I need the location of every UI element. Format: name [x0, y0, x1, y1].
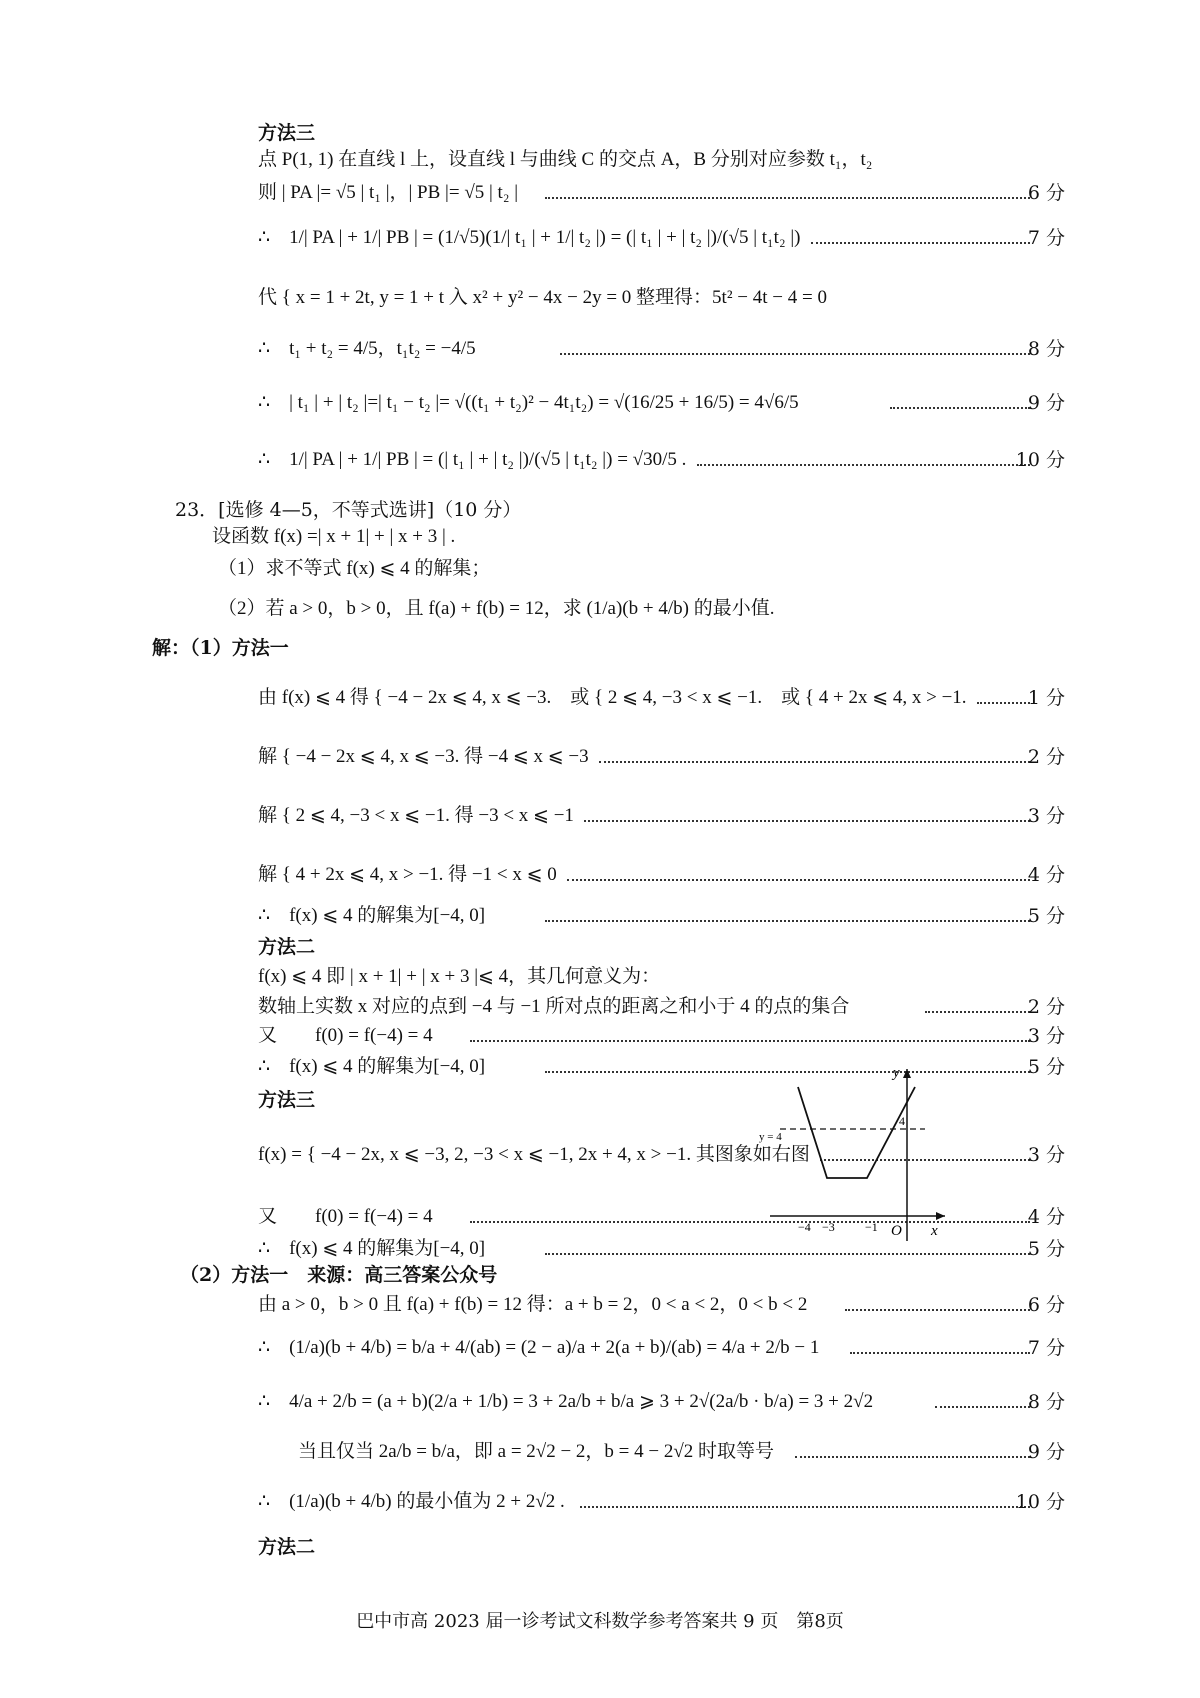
dot-leader [935, 1406, 1030, 1408]
formula-line: f(x) = { −4 − 2x, x ⩽ −3, 2, −3 < x ⩽ −1, 2x + 4, x > −1. 其图象如右图 [258, 1144, 810, 1165]
formula-line: ∴ (1/a)(b + 4/b) = b/a + 4/(ab) = (2 − a)/a + 2(a + b)/(ab) = 4/a + 2/b − 1 [258, 1337, 820, 1358]
dot-leader [697, 464, 1030, 466]
page-footer: 巴中市高 2023 届一诊考试文科数学参考答案共 9 页 第8页 [356, 1611, 844, 1632]
formula-line: ∴ (1/a)(b + 4/b) 的最小值为 2 + 2√2 . [258, 1491, 565, 1512]
score-label: 3 分 [1027, 805, 1065, 827]
score-label: 6 分 [1027, 182, 1065, 204]
formula-line: 代 { x = 1 + 2t, y = 1 + t 入 x² + y² − 4x − 2y = 0 整理得：5t² − 4t − 4 = 0 [258, 287, 827, 308]
formula-line: ∴ 4/a + 2/b = (a + b)(2/a + 1/b) = 3 + 2a/b + b/a ⩾ 3 + 2√(2a/b · b/a) = 3 + 2√2 [258, 1391, 874, 1412]
score-label: 5 分 [1027, 1056, 1065, 1078]
method-2-heading: 方法二 [258, 936, 316, 958]
score-label: 7 分 [1027, 1337, 1065, 1359]
solution-heading: 解：（1）方法一 [152, 637, 289, 659]
score-label: 2 分 [1027, 746, 1065, 768]
tick-label: −4 [798, 1220, 811, 1234]
y-axis-label: y [893, 1065, 900, 1081]
formula-line: ∴ f(x) ⩽ 4 的解集为[−4, 0] [258, 905, 486, 926]
formula-line: 由 a > 0，b > 0 且 f(a) + f(b) = 12 得：a + b = 2，0 < a < 2，0 < b < 2 [258, 1294, 808, 1315]
formula-line: 又 f(0) = f(−4) = 4 [258, 1206, 433, 1227]
score-label: 3 分 [1027, 1144, 1065, 1166]
dot-leader [845, 1309, 1030, 1311]
formula-line: ∴ 1/| PA | + 1/| PB | = (1/√5)(1/| t₁ | + 1/| t₂ |) = (| t₁ | + | t₂ |)/(√5 | t₁t₂ |) [258, 227, 801, 248]
text-line: f(x) ⩽ 4 即 | x + 1| + | x + 3 |⩽ 4，其几何意义为： [258, 966, 661, 987]
formula-line: 解 { 4 + 2x ⩽ 4, x > −1. 得 −1 < x ⩽ 0 [258, 864, 557, 885]
formula-line: 解 { 2 ⩽ 4, −3 < x ⩽ −1. 得 −3 < x ⩽ −1 [258, 805, 574, 826]
formula-line: 又 f(0) = f(−4) = 4 [258, 1025, 433, 1046]
dot-leader [560, 353, 1030, 355]
score-label: 7 分 [1027, 227, 1065, 249]
dot-leader [850, 1352, 1030, 1354]
score-label: 8 分 [1027, 338, 1065, 360]
score-label: 1 分 [1027, 687, 1065, 709]
formula-line: ∴ f(x) ⩽ 4 的解集为[−4, 0] [258, 1056, 486, 1077]
tick-label: −3 [822, 1220, 835, 1234]
dot-leader [545, 1253, 1030, 1255]
origin-label: O [891, 1223, 902, 1239]
dot-leader [977, 702, 1030, 704]
dot-leader [811, 242, 1030, 244]
text-line: 则 | PA |= √5 | t₁ |，| PB |= √5 | t₂ | [258, 182, 519, 203]
formula-line: ∴ f(x) ⩽ 4 的解集为[−4, 0] [258, 1238, 486, 1259]
tick-label: −1 [865, 1220, 878, 1234]
formula-line: 由 f(x) ⩽ 4 得 { −4 − 2x ⩽ 4, x ⩽ −3. 或 { 2 ⩽ 4, −3 < x ⩽ −1. 或 { 4 + 2x ⩽ 4, x > −1. [258, 687, 967, 708]
formula-line: ∴ t₁ + t₂ = 4/5，t₁t₂ = −4/5 [258, 338, 476, 359]
method-3-heading: 方法三 [258, 122, 316, 144]
formula-line: 解 { −4 − 2x ⩽ 4, x ⩽ −3. 得 −4 ⩽ x ⩽ −3 [258, 746, 589, 767]
dot-leader [567, 879, 1030, 881]
question-line: （1）求不等式 f(x) ⩽ 4 的解集； [218, 558, 491, 579]
score-label: 4 分 [1027, 864, 1065, 886]
question-line: （2）若 a > 0，b > 0，且 f(a) + f(b) = 12，求 (1/a)(b + 4/b) 的最小值. [218, 598, 775, 619]
part-2-heading: （2）方法一 来源：高三答案公众号 [180, 1264, 498, 1286]
function-curve [798, 1087, 915, 1178]
method-2-heading: 方法二 [258, 1536, 316, 1558]
dot-leader [584, 820, 1030, 822]
score-label: 2 分 [1027, 996, 1065, 1018]
question-line: 设函数 f(x) =| x + 1| + | x + 3 | . [212, 526, 456, 547]
dot-leader [795, 1456, 1030, 1458]
dot-leader [925, 1011, 1030, 1013]
question-title: 23．[选修 4—5，不等式选讲]（10 分） [175, 499, 522, 521]
score-label: 4 分 [1027, 1206, 1065, 1228]
y-axis-arrow [903, 1069, 911, 1078]
text-line: 点 P(1, 1) 在直线 l 上，设直线 l 与曲线 C 的交点 A，B 分别对应参数 t₁，t₂ [258, 149, 873, 170]
dot-leader [545, 920, 1030, 922]
dot-leader [890, 407, 1030, 409]
score-label: 3 分 [1027, 1025, 1065, 1047]
formula-line: 当且仅当 2a/b = b/a，即 a = 2√2 − 2，b = 4 − 2√2 时取等号 [298, 1441, 775, 1462]
score-label: 8 分 [1027, 1391, 1065, 1413]
formula-line: ∴ | t₁ | + | t₂ |=| t₁ − t₂ |= √((t₁ + t₂)² − 4t₁t₂) = √(16/25 + 16/5) = 4√6/5 [258, 392, 799, 413]
formula-line: ∴ 1/| PA | + 1/| PB | = (| t₁ | + | t₂ |)/(√5 | t₁t₂ |) = √30/5 . [258, 449, 687, 470]
score-label: 10 分 [1015, 1491, 1065, 1513]
method-3-heading: 方法三 [258, 1089, 316, 1111]
text-line: 数轴上实数 x 对应的点到 −4 与 −1 所对点的距离之和小于 4 的点的集合 [258, 996, 850, 1017]
dot-leader [545, 197, 1030, 199]
score-label: 9 分 [1027, 392, 1065, 414]
value-4-label: 4 [899, 1114, 905, 1128]
dot-leader [470, 1040, 1030, 1042]
dot-leader [599, 761, 1030, 763]
dot-leader [580, 1506, 1030, 1508]
score-label: 5 分 [1027, 905, 1065, 927]
score-label: 5 分 [1027, 1238, 1065, 1260]
function-graph [759, 1063, 950, 1243]
score-label: 9 分 [1027, 1441, 1065, 1463]
x-axis-label: x [931, 1223, 938, 1239]
x-axis-arrow [936, 1212, 945, 1220]
score-label: 6 分 [1027, 1294, 1065, 1316]
y-equals-4-label: y = 4 [759, 1131, 782, 1143]
score-label: 10 分 [1015, 449, 1065, 471]
